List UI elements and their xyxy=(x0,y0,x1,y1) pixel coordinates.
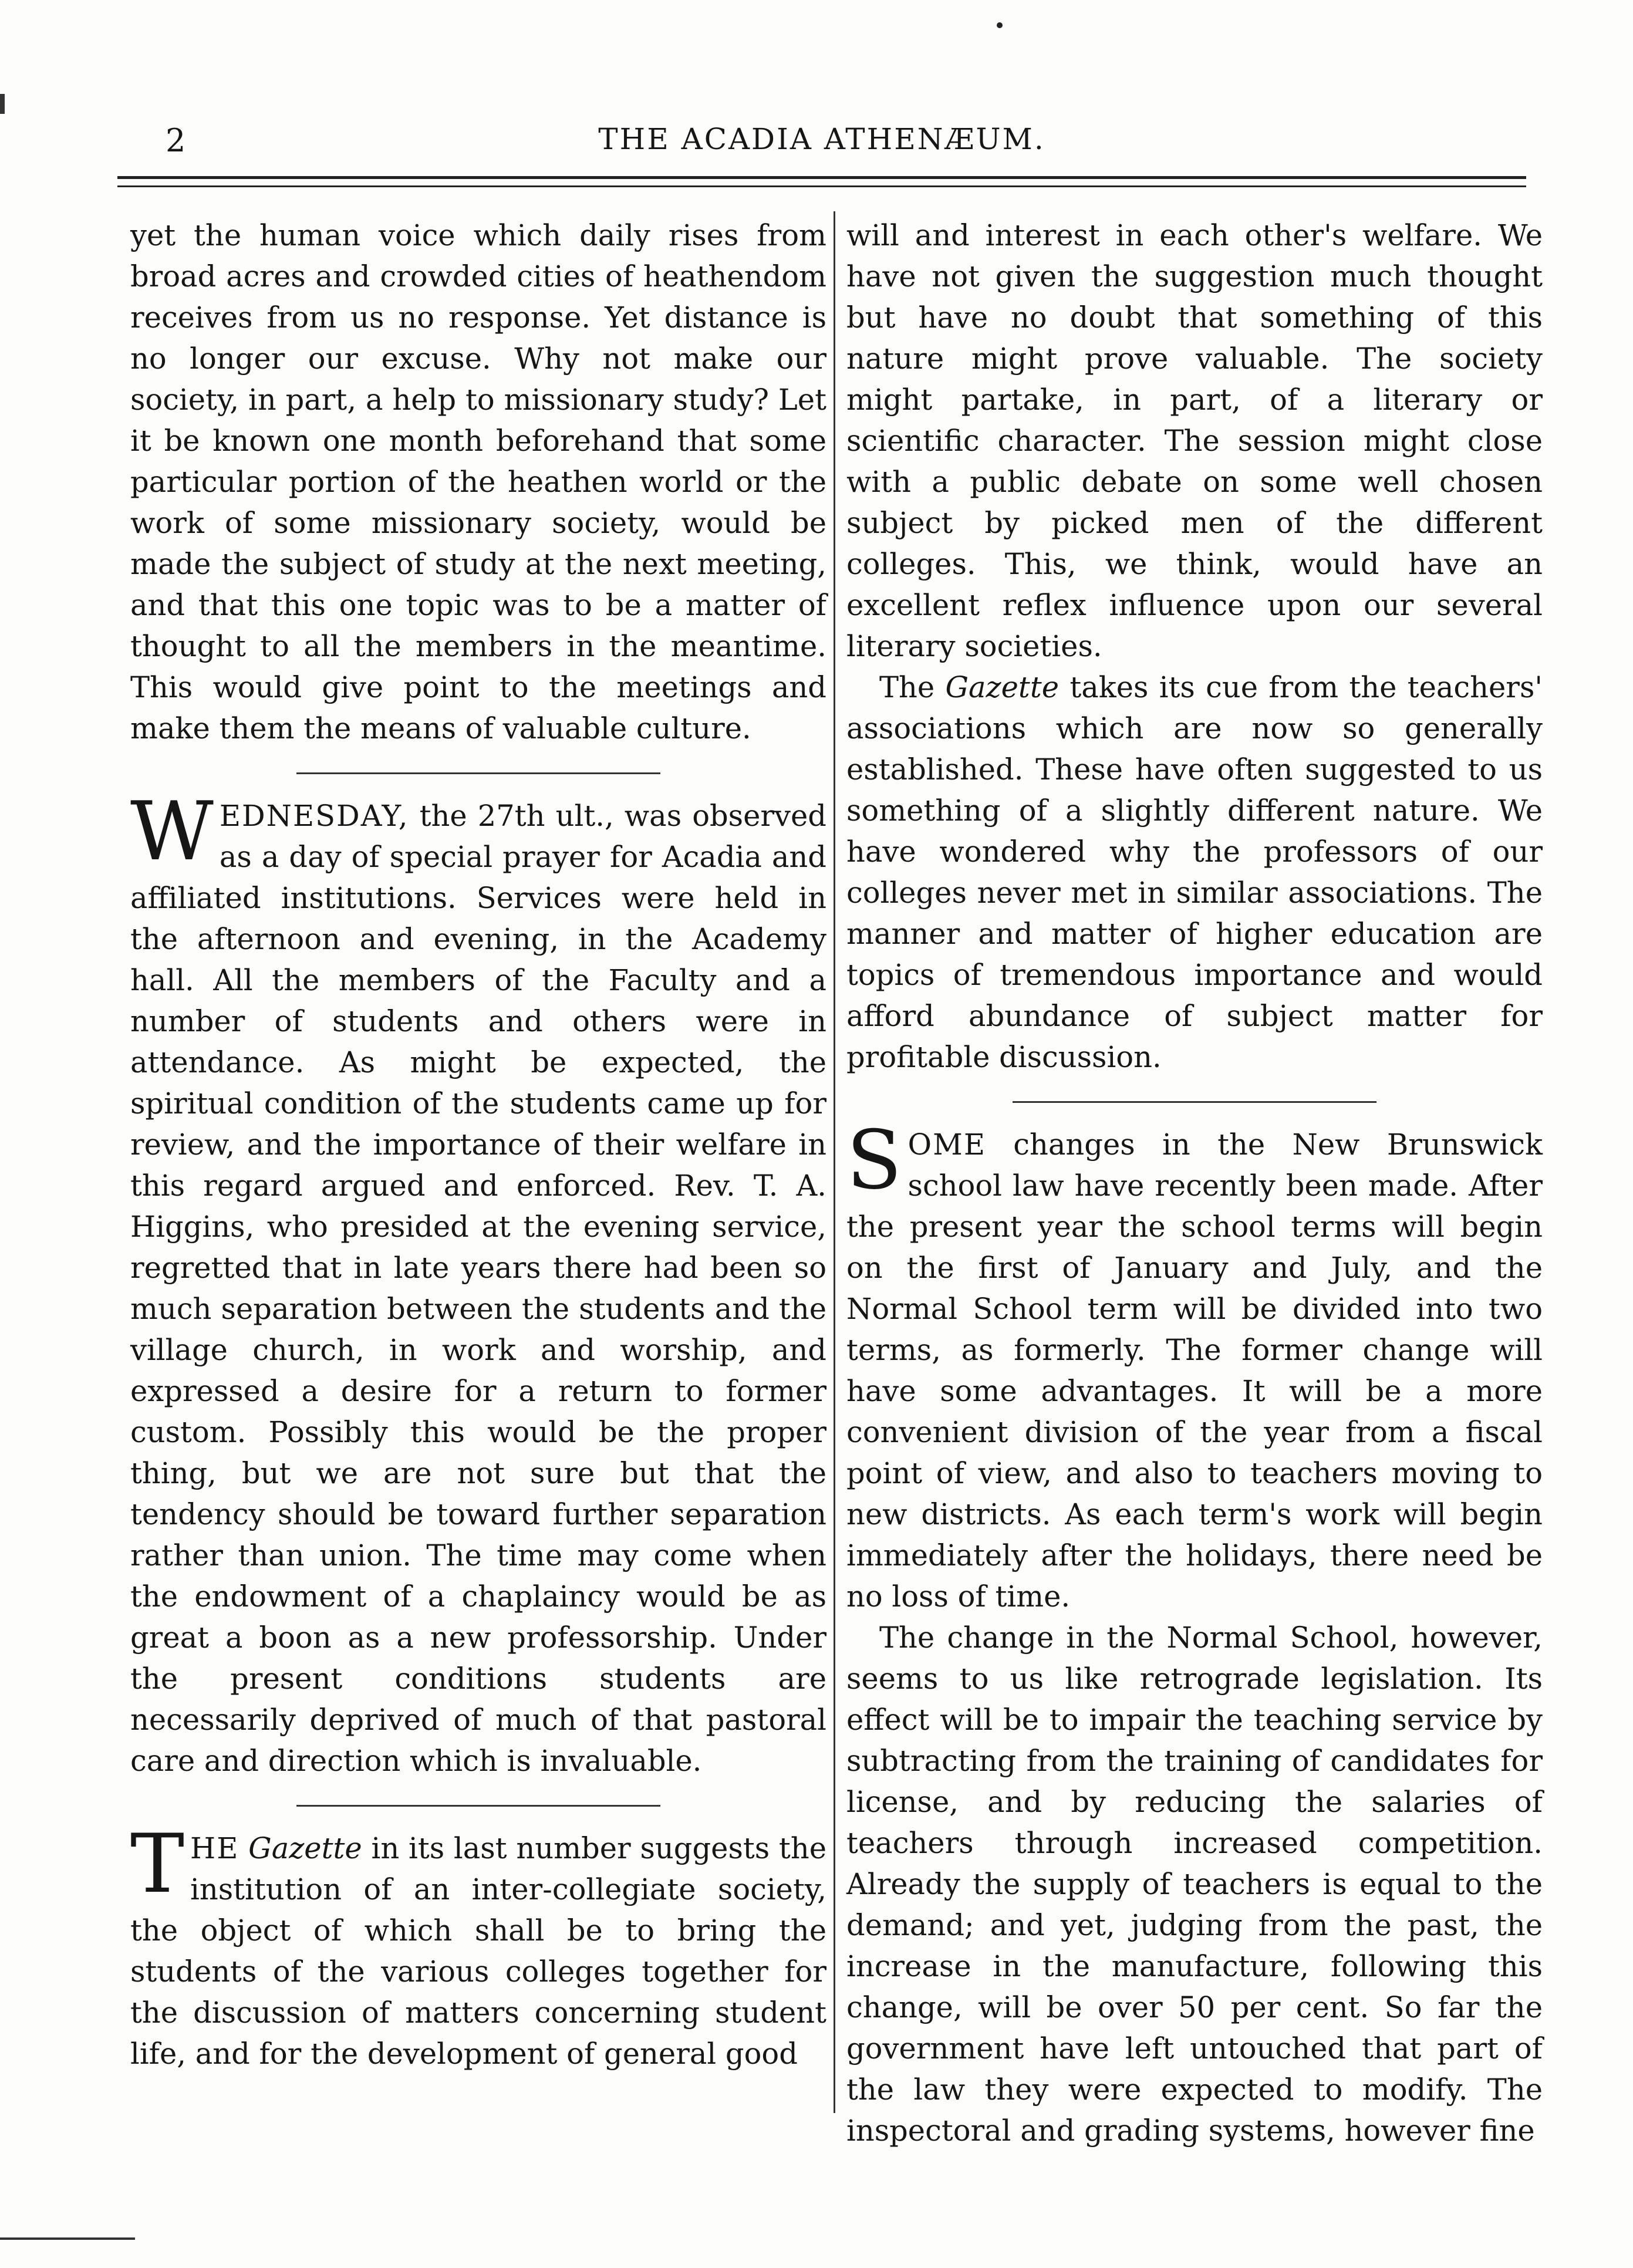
margin-mark xyxy=(0,94,5,114)
column-divider xyxy=(834,211,835,2113)
drop-cap: W xyxy=(130,784,214,879)
left-column xyxy=(130,215,826,2074)
day-of-prayer-paragraph xyxy=(130,784,826,1781)
missionary-study-paragraph: yet the human voice which daily rises from broad acres and crowded cities of heathendom receives from us no response. Yet distance is no longer our excuse. Why not make our society, in part, a help to missionary study? Let it be known one month beforehand that some particular portion of the heathen world or the work of some missionary society, would be made the subject of study at the next meeting, and that this one topic was to be a matter of thought to all the members in the meantime. This would give point to the meetings and make them the means of valuable culture. xyxy=(130,218,826,745)
header-rule-thick xyxy=(117,176,1526,179)
lead-word: EDNESDAY, xyxy=(219,799,409,833)
section-divider xyxy=(296,1805,660,1807)
lead-word: HE xyxy=(190,1831,239,1865)
section-divider xyxy=(1013,1101,1376,1103)
paragraph-body: in its last number suggests the institution of an inter-collegiate society, the object of which shall be to bring the students of the various colleges together for the discussion of matters concerning student life, and for the development of general good xyxy=(130,1831,826,2071)
gazette-italic: Gazette xyxy=(945,670,1060,704)
gazette-italic: Gazette xyxy=(248,1831,362,1865)
drop-cap: T xyxy=(130,1817,185,1911)
teachers-associations-paragraph xyxy=(846,667,1543,1078)
school-law-paragraph xyxy=(846,1113,1543,1617)
paragraph-body: takes its cue from the teachers' associations which are now so generally established. These have often suggested to us something of a slightly different nature. We have wondered why the professors of our colleges never met in similar associations. The manner and matter of higher education are topics of tremendous importance and would afford abundance of subject matter for profitable discussion. xyxy=(846,670,1543,1074)
inter-collegiate-continuation: will and interest in each other's welfare. We have not given the suggestion much thought but have no doubt that something of this nature might prove valuable. The society might partake, in part, of a literary or scientific character. The session might close with a public debate on some well chosen subject by picked men of the different colleges. This, we think, would have an excellent reflex influence upon our several literary societies. xyxy=(846,218,1543,663)
running-title: THE ACADIA ATHENÆUM. xyxy=(598,122,1045,156)
right-column xyxy=(846,215,1543,2151)
page-number: 2 xyxy=(166,122,186,159)
normal-school-paragraph: The change in the Normal School, however, seems to us like retrograde legislation. Its effect will be to impair the teaching service by subtracting from the training of candidates for license, and by reducing the salaries of teachers through increased competition. Already the supply of teachers is equal to the demand; and yet, judging from the past, the increase in the manufacture, following this change, will be over 50 per cent. So far the government have left untouched that part of the law they were expected to modify. The inspectoral and grading systems, however fine xyxy=(846,1621,1543,2148)
section-divider xyxy=(296,772,660,774)
lead-word: OME xyxy=(907,1128,986,1162)
ink-speck xyxy=(997,22,1003,28)
paragraph-body: changes in the New Brunswick school law have recently been made. After the present year the school terms will begin on the first of January and July, and the Normal School term will be divided into two terms, as formerly. The former change will have some advantages. It will be a more convenient division of the year from a fiscal point of view, and also to teachers moving to new districts. As each term's work will begin immediately after the holidays, there need be no loss of time. xyxy=(846,1128,1543,1614)
header-rule-thin xyxy=(117,185,1526,187)
gazette-suggestion-paragraph xyxy=(130,1817,826,2074)
page-header xyxy=(117,104,1526,169)
bottom-edge-mark xyxy=(0,2237,135,2240)
paragraph-body: the 27th ult., was observed as a day of special prayer for Acadia and affiliated institutions. Services were held in the afternoon and evening, in the Academy hall. All the members of the Faculty and a number of students and others were in attendance. As might be expected, the spiritual condition of the students came up for review, and the importance of their welfare in this regard argued and enforced. Rev. T. A. Higgins, who presided at the evening service, regretted that in late years there had been so much separation between the students and the village church, in work and worship, and expressed a desire for a return to former custom. Possibly this would be the proper thing, but we are not sure but that the tendency should be toward further separation rather than union. The time may come when the endowment of a chaplaincy would be as great a boon as a new professorship. Under the present conditions students are necessarily deprived of much of that pastoral care and direction which is invaluable. xyxy=(130,799,826,1778)
drop-cap: S xyxy=(846,1113,902,1207)
paragraph-prefix: The xyxy=(879,670,946,704)
